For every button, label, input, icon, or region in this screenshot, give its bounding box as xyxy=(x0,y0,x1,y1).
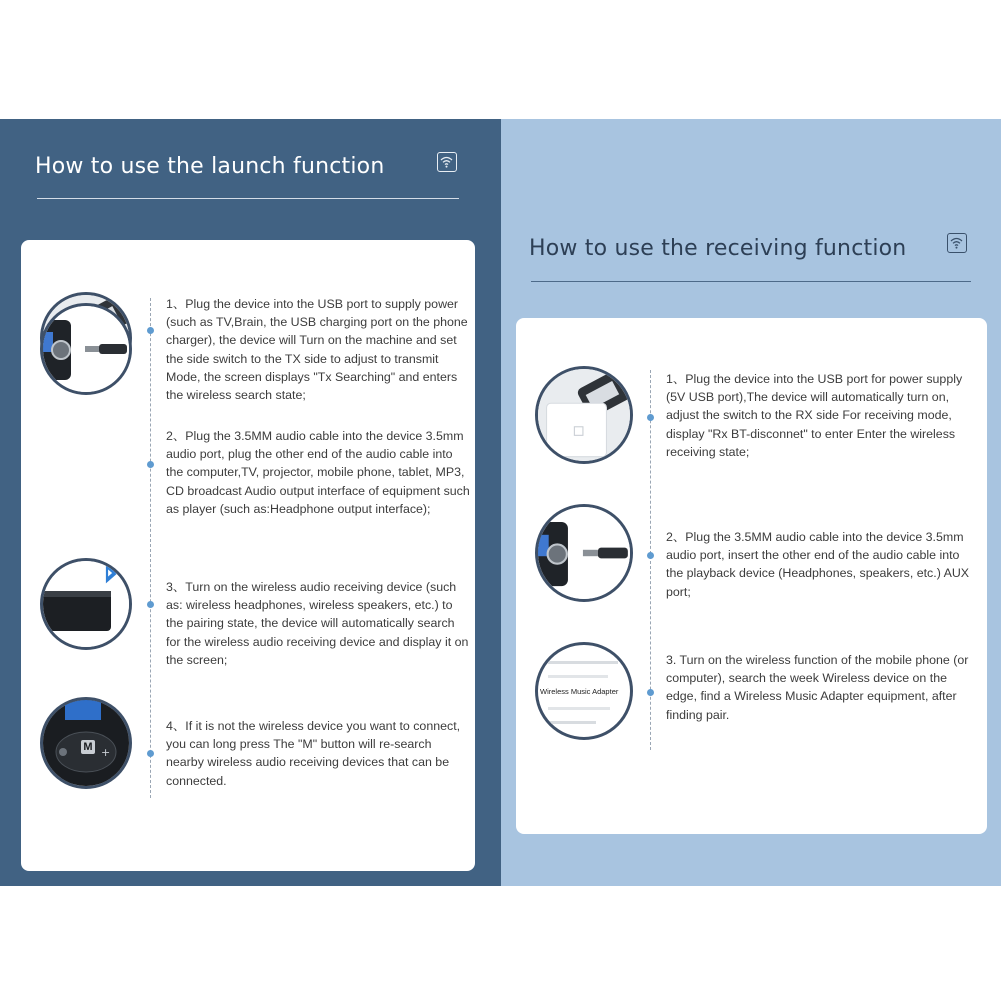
launch-title: How to use the launch function xyxy=(35,154,385,179)
m-button-image xyxy=(40,697,132,789)
bluetooth-speaker-image xyxy=(40,558,132,650)
launch-panel xyxy=(0,119,501,886)
launch-step-2-text: 2、Plug the 3.5MM audio cable into the device 3.5mm audio port, plug the other end of the audio cable into the computer,TV, projector, mobile phone, tablet, MP3, CD broadcast Audio output interface of equipment such as player (such as:Headphone output interface); xyxy=(166,429,470,516)
launch-step-1-text: 1、Plug the device into the USB port to supply power (such as TV,Brain, the USB charging port on the phone charger), the device will Turn on the machine and set the side switch to the TX side to adjust to transmit Mode, the screen displays "Tx Searching" and enters the wireless search state; xyxy=(166,297,468,403)
timeline-dot xyxy=(147,601,154,608)
timeline-dot xyxy=(147,461,154,468)
timeline-dot xyxy=(647,552,654,559)
timeline xyxy=(150,298,151,798)
svg-text:+: + xyxy=(101,746,111,759)
launch-step-3-text: 3、Turn on the wireless audio receiving device (such as: wireless headphones, wireless speakers, etc.) to the pairing state, the device will automatically search for the wireless audio receiving device and display it on the screen; xyxy=(166,580,469,667)
receiving-divider xyxy=(531,281,971,282)
receiving-step-3-text: 3. Turn on the wireless function of the mobile phone (or computer), search the week Wireless device on the edge, find a Wireless Music Adapter equipment, after finding pair. xyxy=(666,653,969,722)
launch-step-4-text: 4、If it is not the wireless device you want to connect, you can long press The "M" button will re-search nearby wireless audio receiving devices that can be connected. xyxy=(166,719,461,788)
timeline-dot xyxy=(647,689,654,696)
launch-card xyxy=(21,240,475,871)
wifi-icon xyxy=(437,152,457,172)
timeline-dot xyxy=(647,414,654,421)
receiving-step-2-text: 2、Plug the 3.5MM audio cable into the device 3.5mm audio port, insert the other end of the audio cable into the playback device (Headphones, speakers, etc.) AUX port; xyxy=(666,530,970,599)
receiving-step-1-text: 1、Plug the device into the USB port for power supply (5V USB port),The device will automatically turn on, adjust the switch to the RX side For receiving mode, display "Rx BT-disconnet" to enter Enter the wireless receiving state; xyxy=(666,372,963,459)
receiving-card xyxy=(516,318,987,834)
bt-device-list-image xyxy=(535,642,633,740)
audio-jack-image xyxy=(535,504,633,602)
receiving-title: How to use the receiving function xyxy=(529,236,907,261)
timeline-dot xyxy=(147,750,154,757)
launch-divider xyxy=(37,198,459,199)
m-button-label: M xyxy=(81,740,95,754)
usb-dongle-image xyxy=(535,366,633,464)
timeline-dot xyxy=(147,327,154,334)
audio-jack-image xyxy=(40,303,132,395)
wifi-icon xyxy=(947,233,967,253)
receiving-panel xyxy=(501,119,1001,886)
wireless-music-adapter-label: Wireless Music Adapter xyxy=(540,687,619,696)
